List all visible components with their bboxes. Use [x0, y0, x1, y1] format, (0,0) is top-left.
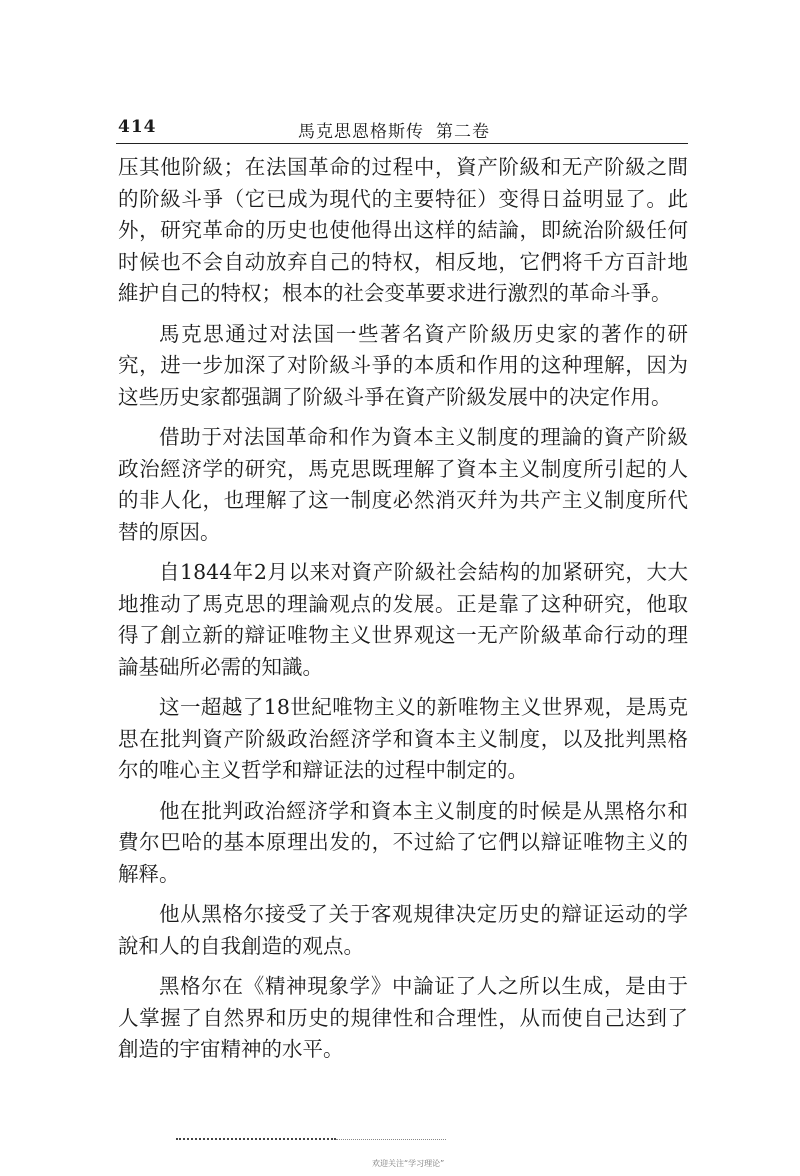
paragraph: 他从黑格尔接受了关于客观規律决定历史的辯证运动的学說和人的自我創造的观点。 — [118, 902, 688, 958]
paragraph: 自1844年2月以来对資产阶級社会結构的加紧研究，大大地推动了馬克思的理論观点的发展。正是靠了这种研究，他取得了創立新的辯证唯物主义世界观这一无产阶級革命行动的理論基础所必需的知識。 — [118, 560, 688, 679]
paragraph-continued: 压其他阶級；在法国革命的过程中，資产阶級和无产阶級之間的阶級斗爭（它已成为現代的主要特征）变得日益明显了。此外，研究革命的历史也使他得出这样的結論，即統治阶級任何时候也不会自动放弃自己的特权，相反地，它們将千方百計地維护自己的特权；根本的社会变革要求进行激烈的革命斗爭。 — [118, 155, 688, 305]
bottom-dotted-rule — [176, 1138, 336, 1140]
bottom-dotted-rule-faint — [336, 1139, 446, 1140]
page-number: 414 — [118, 117, 157, 137]
page-header — [118, 113, 688, 145]
footer-watermark: 欢迎关注“学习理论” — [372, 1159, 445, 1168]
paragraph: 这一超越了18世紀唯物主义的新唯物主义世界观，是馬克思在批判資产阶級政治經济学和資本主义制度，以及批判黑格尔的唯心主义哲学和辯证法的过程中制定的。 — [118, 695, 688, 782]
paragraph: 他在批判政治經济学和資本主义制度的时候是从黑格尔和費尔巴哈的基本原理出发的，不过給了它們以辯证唯物主义的解释。 — [118, 798, 688, 886]
volume-label: 第二卷 — [436, 122, 490, 142]
paragraph: 馬克思通过对法国一些著名資产阶級历史家的著作的研究，进一步加深了对阶級斗爭的本质和作用的这种理解，因为这些历史家都强調了阶級斗爭在資产阶級发展中的决定作用。 — [118, 321, 688, 409]
book-title: 馬克思恩格斯传 — [298, 122, 424, 142]
running-title — [298, 117, 490, 142]
paragraph: 借助于对法国革命和作为資本主义制度的理論的資产阶級政治經济学的研究，馬克思既理解了資本主义制度所引起的人的非人化，也理解了这一制度必然消灭幷为共产主义制度所代替的原因。 — [118, 425, 688, 544]
paragraph: 黑格尔在《精神現象学》中論证了人之所以生成，是由于人掌握了自然界和历史的規律性和合理性，从而使自己达到了創造的宇宙精神的水平。 — [118, 974, 688, 1061]
body-text — [118, 152, 688, 1075]
header-rule — [116, 143, 688, 144]
